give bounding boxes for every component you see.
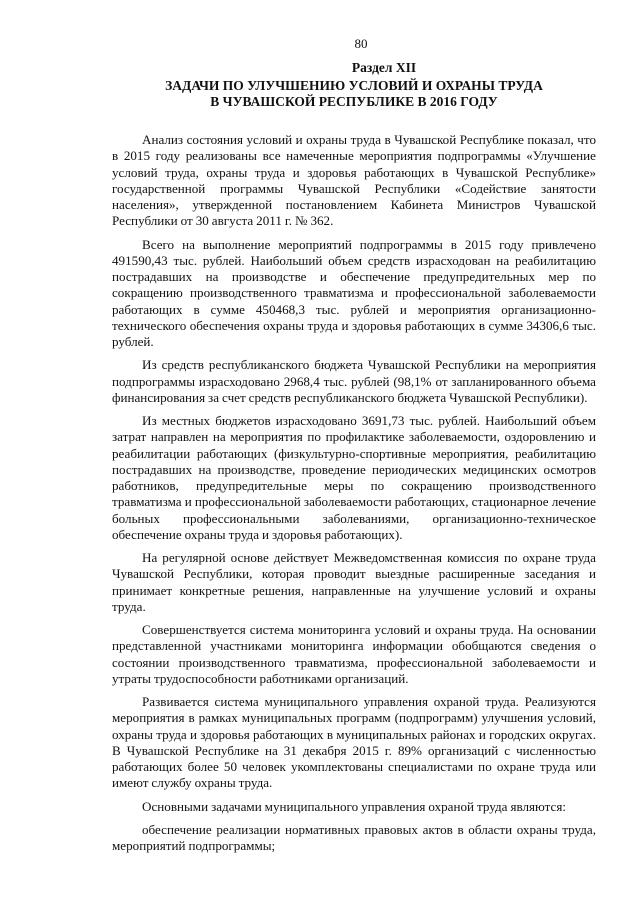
document-page: [112, 36, 596, 861]
paragraph: Анализ состояния условий и охраны труда в Чувашской Республике показал, что в 2015 году реализованы все намеченные мероприятия подпрограммы «Улучшение условий труда, охраны труда и здоровья работающих в Чувашской Республике» государственной программы Чувашской Республики «Содействие занятости населения», утвержденной постановлением Кабинета Министров Чувашской Республики от 30 августа 2011 г. № 362.: [112, 132, 596, 229]
paragraph: Всего на выполнение мероприятий подпрограммы в 2015 году привлечено 491590,43 тыс. рублей. Наибольший объем средств израсходован на реабилитацию пострадавших на производстве и обеспечение предупредительных мер по сокращению производственного травматизма и профессиональной заболеваемости работающих в сумме 450468,3 тыс. рублей и мероприятия организационно-технического обеспечения охраны труда и здоровья работающих в сумме 34306,6 тыс. рублей.: [112, 236, 596, 349]
section-title: [112, 78, 596, 110]
page-number: 80: [354, 36, 368, 51]
paragraph: Совершенствуется система мониторинга условий и охраны труда. На основании представленной участниками мониторинга информации обобщаются сведения о состоянии производственного травматизма, профессиональной заболеваемости и утраты трудоспособности работниками организаций.: [112, 622, 596, 686]
section-label: Раздел XII: [351, 60, 417, 75]
paragraph: Из местных бюджетов израсходовано 3691,73 тыс. рублей. Наибольший объем затрат направлен на мероприятия по профилактике заболеваемости, оздоровлению и реабилитации работающих (физкультурно-спортивные мероприятия, реабилитацию пострадавших на производстве, проведение периодических медицинских осмотров работников, предупредительные меры по сокращению производственного травматизма и профессиональной заболеваемости работающих, стационарное лечение больных профессиональными заболеваниями, организационно-техническое обеспечение охраны труда и здоровья работающих).: [112, 413, 596, 542]
section-title-line: ЗАДАЧИ ПО УЛУЧШЕНИЮ УСЛОВИЙ И ОХРАНЫ ТРУДА: [165, 78, 543, 93]
section-title-line: В ЧУВАШСКОЙ РЕСПУБЛИКЕ В 2016 ГОДУ: [210, 94, 498, 109]
body-text: [112, 132, 596, 854]
paragraph: Основными задачами муниципального управления охраной труда являются:: [142, 798, 567, 814]
paragraph: Из средств республиканского бюджета Чувашской Республики на мероприятия подпрограммы израсходовано 2968,4 тыс. рублей (98,1% от запланированного объема финансирования за счет средств республиканского бюджета Чувашской Республики).: [112, 357, 596, 405]
paragraph: Развивается система муниципального управления охраной труда. Реализуются мероприятия в рамках муниципальных программ (подпрограмм) улучшения условий, охраны труда и здоровья работающих в муниципальных районах и городских округах. В Чувашской Республике на 31 декабря 2015 г. 89% организаций с численностью работающих более 50 человек укомплектованы специалистами по охране труда или имеют службу охраны труда.: [112, 694, 596, 791]
paragraph: На регулярной основе действует Межведомственная комиссия по охране труда Чувашской Республики, которая проводит выездные расширенные заседания и принимает конкретные решения, направленные на улучшение условий и охраны труда.: [112, 550, 596, 614]
paragraph: обеспечение реализации нормативных правовых актов в области охраны труда, мероприятий подпрограммы;: [112, 821, 596, 853]
